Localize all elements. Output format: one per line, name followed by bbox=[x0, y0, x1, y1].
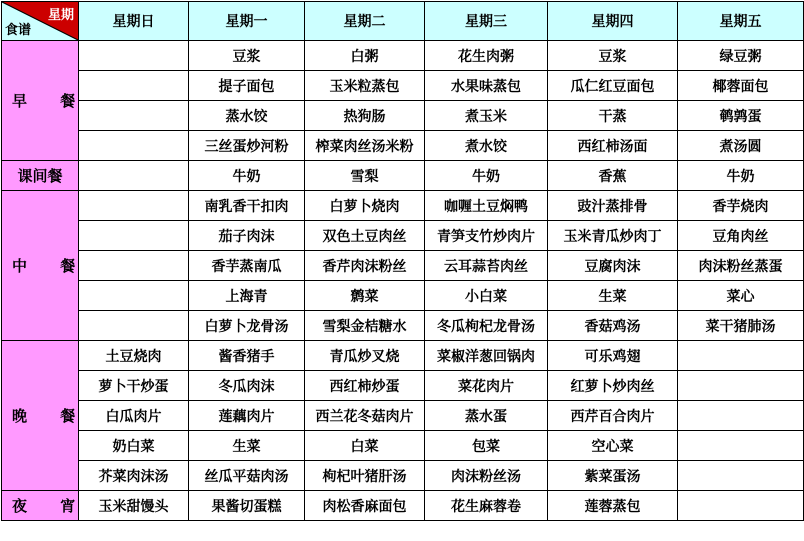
menu-cell: 萝卜干炒蛋 bbox=[79, 371, 189, 401]
menu-cell: 白萝卜烧肉 bbox=[305, 191, 425, 221]
menu-row bbox=[2, 431, 804, 461]
menu-cell: 空心菜 bbox=[548, 431, 678, 461]
menu-cell: 煮玉米 bbox=[425, 101, 548, 131]
menu-row bbox=[2, 281, 804, 311]
menu-cell: 三丝蛋炒河粉 bbox=[189, 131, 305, 161]
menu-cell: 菜心 bbox=[678, 281, 804, 311]
menu-cell: 白萝卜龙骨汤 bbox=[189, 311, 305, 341]
menu-cell: 雪梨 bbox=[305, 161, 425, 191]
menu-row bbox=[2, 161, 804, 191]
menu-cell: 肉沫粉丝蒸蛋 bbox=[678, 251, 804, 281]
menu-row bbox=[2, 461, 804, 491]
menu-cell: 绿豆粥 bbox=[678, 41, 804, 71]
menu-cell: 鹌鹑蛋 bbox=[678, 101, 804, 131]
menu-cell: 小白菜 bbox=[425, 281, 548, 311]
meal-label-dinner: 晚 餐 bbox=[2, 341, 79, 491]
menu-cell: 咖喱土豆焖鸭 bbox=[425, 191, 548, 221]
menu-cell: 肉沫粉丝汤 bbox=[425, 461, 548, 491]
menu-row bbox=[2, 101, 804, 131]
corner-label-menu: 食谱 bbox=[5, 23, 32, 38]
menu-cell bbox=[79, 221, 189, 251]
meal-label-night: 夜 宵 bbox=[2, 491, 79, 521]
menu-row bbox=[2, 401, 804, 431]
menu-cell bbox=[79, 131, 189, 161]
corner-header bbox=[2, 2, 79, 41]
weekly-menu-table bbox=[1, 1, 804, 521]
menu-cell: 花生麻蓉卷 bbox=[425, 491, 548, 521]
meal-label-snack: 课间餐 bbox=[2, 161, 79, 191]
menu-cell: 干蒸 bbox=[548, 101, 678, 131]
menu-cell: 芥菜肉沫汤 bbox=[79, 461, 189, 491]
menu-cell: 莲蓉蒸包 bbox=[548, 491, 678, 521]
menu-cell bbox=[678, 461, 804, 491]
menu-cell: 冬瓜枸杞龙骨汤 bbox=[425, 311, 548, 341]
day-header-sunday: 星期日 bbox=[79, 2, 189, 41]
menu-cell: 西芹百合肉片 bbox=[548, 401, 678, 431]
menu-row bbox=[2, 131, 804, 161]
menu-row bbox=[2, 371, 804, 401]
menu-cell: 莲藕肉片 bbox=[189, 401, 305, 431]
menu-cell: 酱香猪手 bbox=[189, 341, 305, 371]
menu-cell: 椰蓉面包 bbox=[678, 71, 804, 101]
menu-cell: 热狗肠 bbox=[305, 101, 425, 131]
menu-cell bbox=[79, 41, 189, 71]
menu-cell: 香芋蒸南瓜 bbox=[189, 251, 305, 281]
menu-cell: 西兰花冬菇肉片 bbox=[305, 401, 425, 431]
menu-cell: 生菜 bbox=[189, 431, 305, 461]
menu-cell bbox=[678, 491, 804, 521]
menu-cell bbox=[79, 281, 189, 311]
menu-cell: 豉汁蒸排骨 bbox=[548, 191, 678, 221]
header-row bbox=[2, 2, 804, 41]
menu-cell: 雪梨金桔糖水 bbox=[305, 311, 425, 341]
menu-cell: 紫菜蛋汤 bbox=[548, 461, 678, 491]
menu-cell: 鹩菜 bbox=[305, 281, 425, 311]
menu-cell: 玉米甜馒头 bbox=[79, 491, 189, 521]
menu-cell: 菜椒洋葱回锅肉 bbox=[425, 341, 548, 371]
day-header-tuesday: 星期二 bbox=[305, 2, 425, 41]
menu-cell bbox=[79, 71, 189, 101]
menu-cell: 白菜 bbox=[305, 431, 425, 461]
menu-cell: 肉松香麻面包 bbox=[305, 491, 425, 521]
menu-cell bbox=[79, 101, 189, 131]
menu-cell: 茄子肉沫 bbox=[189, 221, 305, 251]
menu-cell: 牛奶 bbox=[678, 161, 804, 191]
menu-cell: 奶白菜 bbox=[79, 431, 189, 461]
menu-cell: 香芹肉沫粉丝 bbox=[305, 251, 425, 281]
menu-cell: 土豆烧肉 bbox=[79, 341, 189, 371]
corner-label-weekday: 星期 bbox=[47, 8, 74, 23]
menu-cell: 榨菜肉丝汤米粉 bbox=[305, 131, 425, 161]
menu-cell bbox=[678, 371, 804, 401]
menu-cell bbox=[79, 191, 189, 221]
menu-cell: 青笋支竹炒肉片 bbox=[425, 221, 548, 251]
menu-cell: 上海青 bbox=[189, 281, 305, 311]
menu-cell: 冬瓜肉沫 bbox=[189, 371, 305, 401]
menu-row bbox=[2, 251, 804, 281]
menu-row bbox=[2, 311, 804, 341]
menu-cell: 青瓜炒叉烧 bbox=[305, 341, 425, 371]
menu-cell: 花生肉粥 bbox=[425, 41, 548, 71]
menu-cell: 牛奶 bbox=[425, 161, 548, 191]
menu-cell: 提子面包 bbox=[189, 71, 305, 101]
day-header-thursday: 星期四 bbox=[548, 2, 678, 41]
menu-cell bbox=[678, 341, 804, 371]
menu-cell: 西红柿炒蛋 bbox=[305, 371, 425, 401]
menu-cell: 玉米青瓜炒肉丁 bbox=[548, 221, 678, 251]
menu-cell bbox=[79, 311, 189, 341]
menu-cell: 豆浆 bbox=[548, 41, 678, 71]
menu-row bbox=[2, 41, 804, 71]
menu-cell: 丝瓜平菇肉汤 bbox=[189, 461, 305, 491]
menu-cell: 水果味蒸包 bbox=[425, 71, 548, 101]
menu-cell bbox=[678, 431, 804, 461]
menu-cell: 豆腐肉沫 bbox=[548, 251, 678, 281]
menu-cell: 果酱切蛋糕 bbox=[189, 491, 305, 521]
menu-cell: 包菜 bbox=[425, 431, 548, 461]
menu-cell: 牛奶 bbox=[189, 161, 305, 191]
menu-cell: 煮汤圆 bbox=[678, 131, 804, 161]
menu-row bbox=[2, 221, 804, 251]
menu-cell bbox=[678, 401, 804, 431]
menu-cell: 香菇鸡汤 bbox=[548, 311, 678, 341]
menu-cell: 豆浆 bbox=[189, 41, 305, 71]
menu-cell: 蒸水蛋 bbox=[425, 401, 548, 431]
menu-cell: 菜干猪肺汤 bbox=[678, 311, 804, 341]
day-header-wednesday: 星期三 bbox=[425, 2, 548, 41]
meal-label-breakfast: 早 餐 bbox=[2, 41, 79, 161]
menu-cell: 云耳蒜苔肉丝 bbox=[425, 251, 548, 281]
menu-cell: 蒸水饺 bbox=[189, 101, 305, 131]
menu-cell: 豆角肉丝 bbox=[678, 221, 804, 251]
menu-cell: 可乐鸡翅 bbox=[548, 341, 678, 371]
menu-cell: 枸杞叶猪肝汤 bbox=[305, 461, 425, 491]
menu-cell bbox=[79, 161, 189, 191]
meal-label-lunch: 中 餐 bbox=[2, 191, 79, 341]
menu-cell bbox=[79, 251, 189, 281]
menu-cell: 玉米粒蒸包 bbox=[305, 71, 425, 101]
menu-cell: 白粥 bbox=[305, 41, 425, 71]
menu-body bbox=[2, 41, 804, 521]
menu-cell: 香蕉 bbox=[548, 161, 678, 191]
menu-cell: 瓜仁红豆面包 bbox=[548, 71, 678, 101]
menu-row bbox=[2, 191, 804, 221]
menu-cell: 红萝卜炒肉丝 bbox=[548, 371, 678, 401]
menu-cell: 菜花肉片 bbox=[425, 371, 548, 401]
menu-row bbox=[2, 491, 804, 521]
menu-cell: 白瓜肉片 bbox=[79, 401, 189, 431]
menu-row bbox=[2, 71, 804, 101]
menu-cell: 南乳香干扣肉 bbox=[189, 191, 305, 221]
menu-row bbox=[2, 341, 804, 371]
menu-cell: 煮水饺 bbox=[425, 131, 548, 161]
menu-cell: 双色土豆肉丝 bbox=[305, 221, 425, 251]
day-header-monday: 星期一 bbox=[189, 2, 305, 41]
menu-cell: 香芋烧肉 bbox=[678, 191, 804, 221]
day-header-friday: 星期五 bbox=[678, 2, 804, 41]
menu-cell: 西红柿汤面 bbox=[548, 131, 678, 161]
menu-cell: 生菜 bbox=[548, 281, 678, 311]
